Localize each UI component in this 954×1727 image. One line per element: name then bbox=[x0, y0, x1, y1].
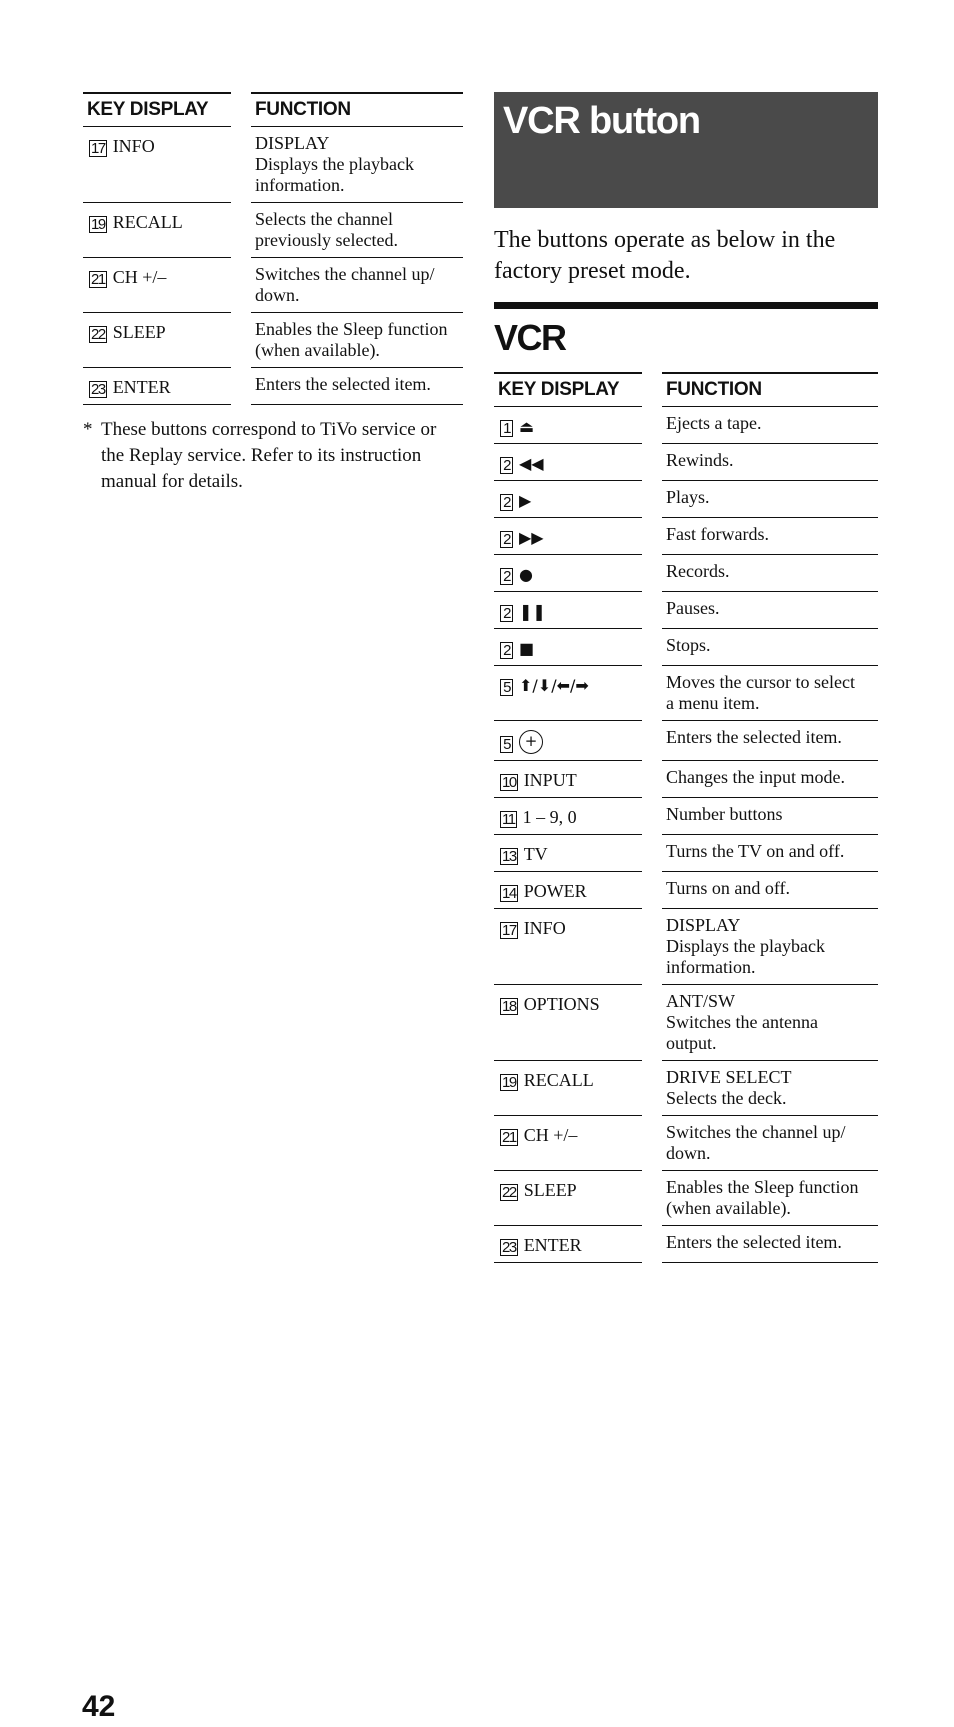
stop-icon: ■ bbox=[519, 639, 535, 658]
record-icon: ● bbox=[519, 565, 533, 584]
table-row bbox=[494, 555, 878, 592]
button-number-badge: 23 bbox=[502, 1239, 516, 1256]
function-text: Changes the input mode. bbox=[666, 767, 845, 787]
function-header: FUNCTION bbox=[662, 372, 878, 407]
function-cell bbox=[662, 1061, 878, 1116]
function-cell bbox=[662, 761, 878, 798]
vcr-subheading: VCR bbox=[494, 317, 566, 358]
function-cell bbox=[251, 258, 463, 313]
button-number-badge: 14 bbox=[502, 885, 516, 902]
function-text: DRIVE SELECT bbox=[666, 1067, 792, 1087]
key-cell bbox=[494, 872, 642, 909]
button-number-badge: 10 bbox=[502, 774, 516, 791]
key-label: SLEEP bbox=[523, 1180, 577, 1200]
function-cell bbox=[251, 127, 463, 203]
button-number-badge: 2 bbox=[500, 494, 513, 511]
button-number-badge: 17 bbox=[502, 922, 516, 939]
function-cell bbox=[662, 835, 878, 872]
table-row bbox=[494, 518, 878, 555]
function-text: output. bbox=[666, 1033, 717, 1053]
right-column bbox=[494, 92, 878, 1263]
key-cell bbox=[494, 407, 642, 444]
joystick-center-icon bbox=[519, 730, 543, 754]
function-cell bbox=[251, 313, 463, 368]
key-cell bbox=[494, 444, 642, 481]
left-column bbox=[83, 92, 463, 495]
button-number-badge: 5 bbox=[500, 679, 513, 696]
function-cell bbox=[662, 909, 878, 985]
function-text: Rewinds. bbox=[666, 450, 734, 470]
play-icon: ▶ bbox=[519, 491, 532, 510]
function-text: Selects the deck. bbox=[666, 1088, 787, 1108]
function-cell bbox=[662, 1171, 878, 1226]
table-row bbox=[494, 909, 878, 985]
table-row bbox=[83, 313, 463, 368]
table-row bbox=[83, 127, 463, 203]
button-number-badge: 11 bbox=[502, 811, 515, 828]
key-cell bbox=[494, 1116, 642, 1171]
key-cell bbox=[494, 592, 642, 629]
key-label: RECALL bbox=[523, 1070, 594, 1090]
key-cell bbox=[494, 666, 642, 721]
section-title: VCR button bbox=[503, 100, 700, 142]
key-cell bbox=[494, 761, 642, 798]
pause-icon: ❚❚ bbox=[519, 602, 546, 621]
function-text: Enters the selected item. bbox=[666, 727, 842, 747]
function-cell bbox=[662, 592, 878, 629]
function-text: Ejects a tape. bbox=[666, 413, 762, 433]
function-text: Stops. bbox=[666, 635, 711, 655]
function-text: down. bbox=[666, 1143, 711, 1163]
button-number-badge: 22 bbox=[502, 1184, 516, 1201]
table-row bbox=[494, 985, 878, 1061]
function-text: information. bbox=[255, 175, 345, 195]
button-number-badge: 1 bbox=[500, 420, 513, 437]
rewind-icon: ◀◀ bbox=[519, 454, 544, 473]
button-number-badge: 19 bbox=[502, 1074, 516, 1091]
table-row bbox=[494, 761, 878, 798]
key-label: ENTER bbox=[523, 1235, 582, 1255]
function-text: Plays. bbox=[666, 487, 710, 507]
button-number-badge: 22 bbox=[91, 326, 105, 343]
function-text: Switches the channel up/ bbox=[255, 264, 435, 284]
function-text: Pauses. bbox=[666, 598, 720, 618]
function-cell bbox=[251, 368, 463, 405]
function-cell bbox=[251, 203, 463, 258]
table-row bbox=[83, 258, 463, 313]
function-cell bbox=[662, 1116, 878, 1171]
function-text: Selects the channel bbox=[255, 209, 393, 229]
function-text: Displays the playback bbox=[666, 936, 825, 956]
key-label: INPUT bbox=[523, 770, 577, 790]
button-number-badge: 2 bbox=[500, 457, 513, 474]
key-display-header: KEY DISPLAY bbox=[83, 92, 231, 127]
function-text: (when available). bbox=[255, 340, 380, 360]
function-cell bbox=[662, 666, 878, 721]
function-text: Records. bbox=[666, 561, 730, 581]
key-cell bbox=[494, 798, 642, 835]
function-cell bbox=[662, 629, 878, 666]
section-banner bbox=[494, 92, 878, 208]
table-row bbox=[494, 1061, 878, 1116]
function-cell bbox=[662, 518, 878, 555]
table-row bbox=[494, 666, 878, 721]
table-row bbox=[83, 368, 463, 405]
function-cell bbox=[662, 481, 878, 518]
key-cell bbox=[494, 835, 642, 872]
function-text: Switches the antenna bbox=[666, 1012, 818, 1032]
key-cell bbox=[494, 1226, 642, 1263]
key-label: RECALL bbox=[112, 212, 183, 232]
button-number-badge: 2 bbox=[500, 642, 513, 659]
button-number-badge: 21 bbox=[91, 271, 105, 288]
key-label: ENTER bbox=[112, 377, 171, 397]
left-key-table bbox=[83, 92, 463, 405]
button-number-badge: 2 bbox=[500, 531, 513, 548]
key-label: TV bbox=[523, 844, 548, 864]
button-number-badge: 21 bbox=[502, 1129, 516, 1146]
key-cell bbox=[494, 1171, 642, 1226]
function-text: down. bbox=[255, 285, 300, 305]
table-row bbox=[494, 1116, 878, 1171]
function-cell bbox=[662, 798, 878, 835]
function-cell bbox=[662, 444, 878, 481]
key-label: CH +/– bbox=[112, 267, 167, 287]
key-cell bbox=[83, 258, 231, 313]
eject-icon: ⏏ bbox=[519, 417, 535, 436]
table-row bbox=[494, 629, 878, 666]
button-number-badge: 5 bbox=[500, 736, 513, 753]
page-number: 42 bbox=[82, 1690, 116, 1723]
key-cell bbox=[494, 721, 642, 761]
table-row bbox=[494, 721, 878, 761]
button-number-badge: 18 bbox=[502, 998, 516, 1015]
key-label: INFO bbox=[112, 136, 155, 156]
key-label: INFO bbox=[523, 918, 566, 938]
key-display-header: KEY DISPLAY bbox=[494, 372, 642, 407]
footnote bbox=[83, 417, 463, 495]
arrow-keys-icon: ⬆/⬇/⬅/➡ bbox=[519, 676, 589, 695]
function-cell bbox=[662, 985, 878, 1061]
table-row bbox=[494, 1226, 878, 1263]
key-label: 1 – 9, 0 bbox=[522, 807, 577, 827]
function-text: Turns the TV on and off. bbox=[666, 841, 845, 861]
table-header-row bbox=[83, 92, 463, 127]
function-text: Enables the Sleep function bbox=[666, 1177, 859, 1197]
function-text: a menu item. bbox=[666, 693, 760, 713]
function-text: DISPLAY bbox=[666, 915, 741, 935]
function-cell bbox=[662, 721, 878, 761]
function-text: Switches the channel up/ bbox=[666, 1122, 846, 1142]
table-row bbox=[494, 798, 878, 835]
function-text: previously selected. bbox=[255, 230, 398, 250]
function-header: FUNCTION bbox=[251, 92, 463, 127]
function-cell bbox=[662, 1226, 878, 1263]
key-label: CH +/– bbox=[523, 1125, 578, 1145]
function-text: ANT/SW bbox=[666, 991, 735, 1011]
table-row bbox=[494, 481, 878, 518]
table-row bbox=[83, 203, 463, 258]
section-rule bbox=[494, 302, 878, 309]
section-intro: The buttons operate as below in the factory preset mode. bbox=[494, 227, 836, 284]
button-number-badge: 13 bbox=[502, 848, 516, 865]
table-row bbox=[494, 444, 878, 481]
vcr-key-table bbox=[494, 372, 878, 1263]
table-row bbox=[494, 1171, 878, 1226]
function-text: Fast forwards. bbox=[666, 524, 769, 544]
function-text: Enables the Sleep function bbox=[255, 319, 448, 339]
function-text: DISPLAY bbox=[255, 133, 330, 153]
function-text: Enters the selected item. bbox=[666, 1232, 842, 1252]
table-row bbox=[494, 407, 878, 444]
button-number-badge: 2 bbox=[500, 568, 513, 585]
function-text: Number buttons bbox=[666, 804, 783, 824]
button-number-badge: 23 bbox=[91, 381, 105, 398]
key-cell bbox=[83, 203, 231, 258]
function-cell bbox=[662, 407, 878, 444]
key-cell bbox=[494, 481, 642, 518]
footnote-marker: * bbox=[83, 419, 93, 440]
key-cell bbox=[83, 313, 231, 368]
function-text: information. bbox=[666, 957, 756, 977]
key-label: SLEEP bbox=[112, 322, 166, 342]
key-cell bbox=[494, 518, 642, 555]
key-cell bbox=[494, 1061, 642, 1116]
key-cell bbox=[494, 629, 642, 666]
key-cell bbox=[494, 555, 642, 592]
button-number-badge: 17 bbox=[91, 140, 105, 157]
function-cell bbox=[662, 555, 878, 592]
footnote-text: These buttons correspond to TiVo service or the Replay service. Refer to its instruction manual for details. bbox=[101, 419, 437, 492]
function-text: Displays the playback bbox=[255, 154, 414, 174]
table-row bbox=[494, 835, 878, 872]
function-cell bbox=[662, 872, 878, 909]
key-cell bbox=[494, 909, 642, 985]
key-cell bbox=[83, 368, 231, 405]
fast-forward-icon: ▶▶ bbox=[519, 528, 544, 547]
function-text: Moves the cursor to select bbox=[666, 672, 855, 692]
key-cell bbox=[494, 985, 642, 1061]
button-number-badge: 2 bbox=[500, 605, 513, 622]
key-label: POWER bbox=[523, 881, 587, 901]
key-label: OPTIONS bbox=[523, 994, 600, 1014]
function-text: (when available). bbox=[666, 1198, 791, 1218]
table-row bbox=[494, 872, 878, 909]
table-header-row bbox=[494, 372, 878, 407]
function-text: Enters the selected item. bbox=[255, 374, 431, 394]
table-row bbox=[494, 592, 878, 629]
function-text: Turns on and off. bbox=[666, 878, 791, 898]
button-number-badge: 19 bbox=[91, 216, 105, 233]
key-cell bbox=[83, 127, 231, 203]
